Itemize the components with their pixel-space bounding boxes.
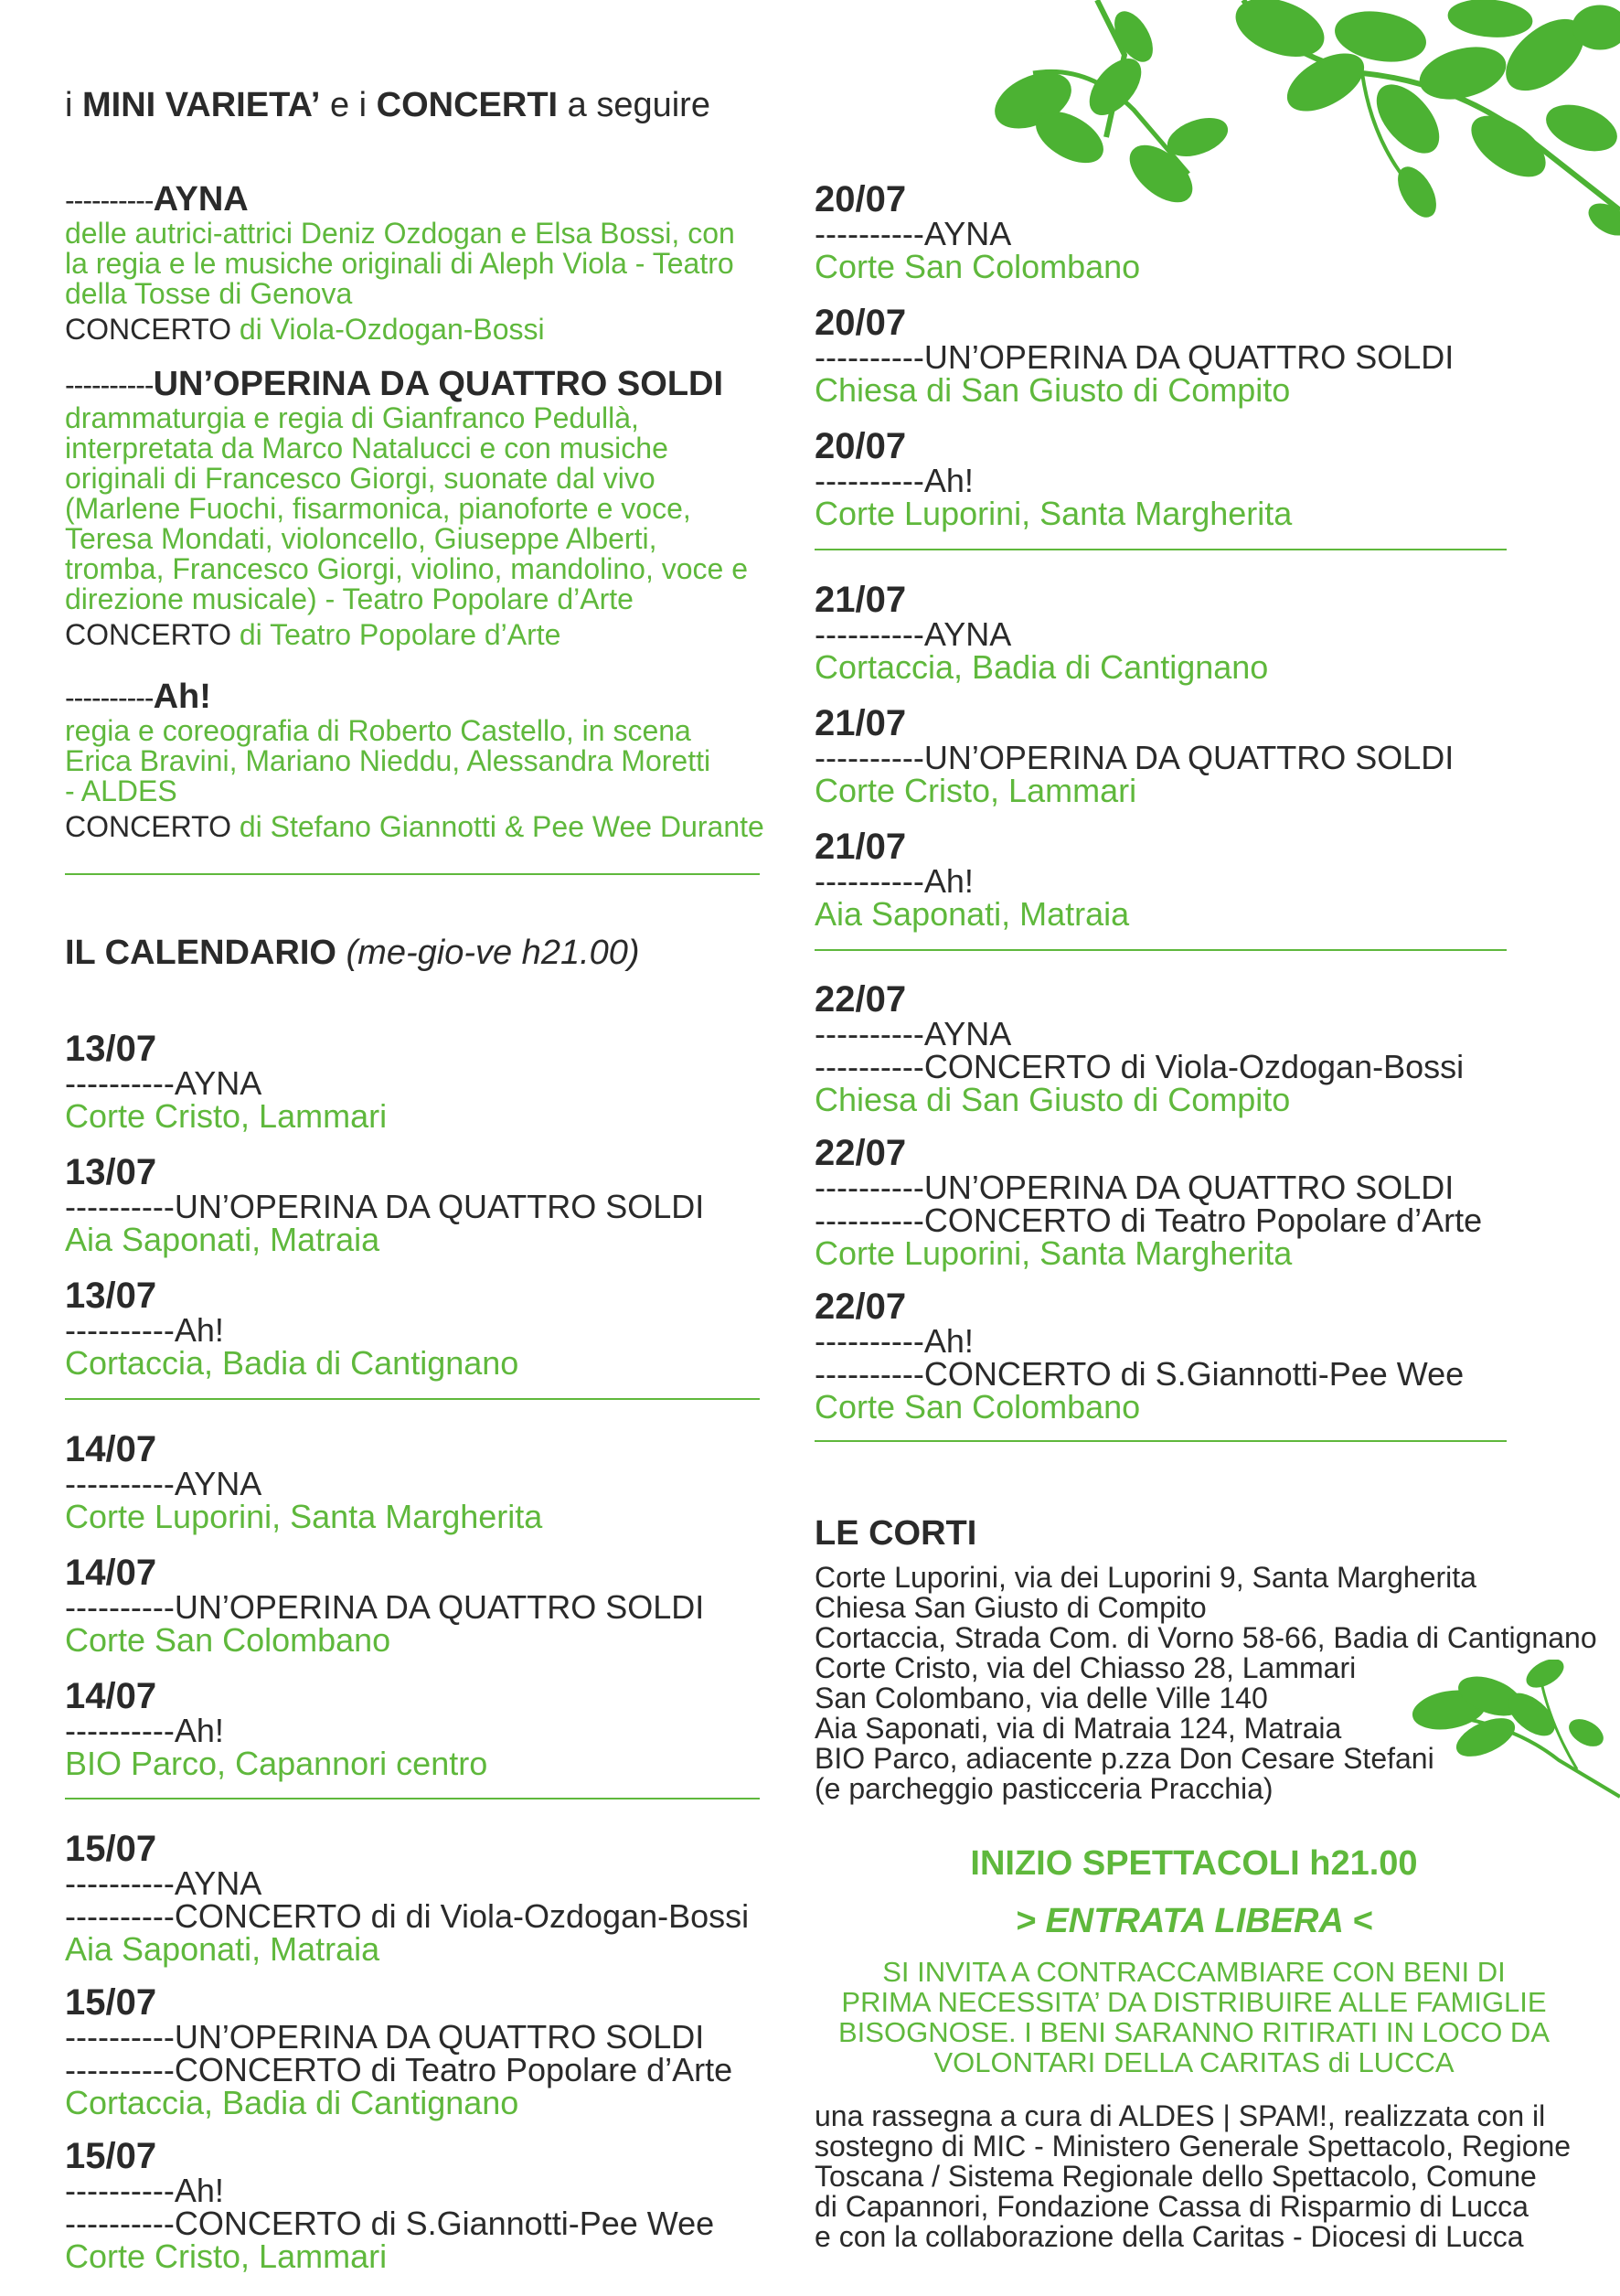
- entry-place: Aia Saponati, Matraia: [65, 1930, 380, 1968]
- corti-line: BIO Parco, adiacente p.zza Don Cesare Stefani: [815, 1742, 1434, 1775]
- entry-show: ----------AYNA: [65, 1864, 262, 1902]
- show-title: ----------AYNA: [65, 180, 249, 219]
- credits-line: Toscana / Sistema Regionale dello Spettacolo, Comune: [815, 2160, 1537, 2193]
- entry-concert: ----------CONCERTO di S.Giannotti-Pee Wee: [65, 2205, 715, 2242]
- entry-place: Aia Saponati, Matraia: [65, 1221, 380, 1258]
- entry-show: ----------Ah!: [815, 1322, 974, 1360]
- divider: [815, 1440, 1507, 1442]
- show-ayna: [65, 181, 735, 345]
- show-description-line: interpretata da Marco Natalucci e con musiche: [65, 432, 668, 465]
- entry-concert: ----------CONCERTO di Teatro Popolare d’Arte: [815, 1201, 1483, 1239]
- entry-date: 14/07: [65, 1429, 157, 1469]
- show-description-line: drammaturgia e regia di Gianfranco Pedullà,: [65, 401, 639, 434]
- entry-show: ----------UN’OPERINA DA QUATTRO SOLDI: [65, 2018, 705, 2056]
- credits-line: sostegno di MIC - Ministero Generale Spettacolo, Regione: [815, 2130, 1572, 2163]
- entry-place: Corte San Colombano: [65, 1621, 391, 1659]
- entrata-libera: > ENTRATA LIBERA <: [1015, 1902, 1373, 1940]
- entry-show: ----------AYNA: [815, 215, 1012, 252]
- show-description-line: della Tosse di Genova: [65, 277, 353, 310]
- calendar-entry: [815, 304, 1454, 407]
- invito-line: BISOGNOSE. I BENI SARANNO RITIRATI IN LOCO DA: [838, 2016, 1550, 2048]
- divider: [65, 873, 760, 875]
- corti-line: Chiesa San Giusto di Compito: [815, 1591, 1207, 1624]
- corti-line: San Colombano, via delle Ville 140: [815, 1682, 1268, 1714]
- show-description-line: originali di Francesco Giorgi, suonate dal vivo: [65, 462, 655, 495]
- calendar-heading: IL CALENDARIO (me-gio-ve h21.00): [65, 934, 640, 972]
- entry-date: 20/07: [815, 426, 907, 466]
- calendar-entry: [815, 705, 1454, 807]
- entry-place: BIO Parco, Capannori centro: [65, 1745, 488, 1782]
- entry-place: Chiesa di San Giusto di Compito: [815, 371, 1291, 409]
- calendar-entry: [815, 1135, 1482, 1270]
- calendar-entry: [65, 1431, 542, 1533]
- divider: [65, 1398, 760, 1400]
- show-description-line: (Marlene Fuochi, fisarmonica, pianoforte e voce,: [65, 492, 691, 525]
- corti-line: (e parcheggio pasticceria Pracchia): [815, 1772, 1274, 1805]
- entry-date: 13/07: [65, 1029, 157, 1069]
- corti-title: LE CORTI: [815, 1514, 977, 1553]
- entry-date: 20/07: [815, 303, 907, 343]
- entry-place: Corte Cristo, Lammari: [65, 1097, 388, 1135]
- entry-date: 21/07: [815, 703, 907, 743]
- entry-concert: ----------CONCERTO di Teatro Popolare d’Arte: [65, 2051, 733, 2088]
- calendar-entry: [815, 981, 1464, 1116]
- calendar-entry: [65, 1831, 749, 1966]
- entry-place: Chiesa di San Giusto di Compito: [815, 1081, 1291, 1118]
- calendar-entry: [65, 1277, 518, 1380]
- invito-line: VOLONTARI DELLA CARITAS di LUCCA: [933, 2046, 1455, 2078]
- divider: [815, 549, 1507, 550]
- entry-concert: ----------CONCERTO di di Viola-Ozdogan-Bossi: [65, 1897, 750, 1935]
- inizio-spettacoli: INIZIO SPETTACOLI h21.00: [970, 1844, 1418, 1883]
- entry-show: ----------UN’OPERINA DA QUATTRO SOLDI: [815, 338, 1455, 376]
- entry-date: 13/07: [65, 1152, 157, 1192]
- show-concert: CONCERTO di Teatro Popolare d’Arte: [65, 618, 561, 651]
- calendar-entry: [815, 582, 1268, 684]
- credits-block: [815, 2101, 1571, 2252]
- entry-place: Corte Cristo, Lammari: [815, 772, 1137, 809]
- entry-concert: ----------CONCERTO di S.Giannotti-Pee Wee: [815, 1355, 1465, 1393]
- entry-show: ----------Ah!: [65, 1712, 224, 1749]
- intro-heading: i MINI VARIETA’ e i CONCERTI a seguire: [65, 86, 710, 124]
- calendar-entry: [65, 1984, 732, 2120]
- entry-date: 14/07: [65, 1676, 157, 1716]
- show-description-line: tromba, Francesco Giorgi, violino, mandolino, voce e: [65, 552, 749, 585]
- entry-place: Aia Saponati, Matraia: [815, 895, 1130, 933]
- show-description-line: Teresa Mondati, violoncello, Giuseppe Alberti,: [65, 522, 657, 555]
- entry-place: Corte San Colombano: [815, 248, 1141, 285]
- divider: [815, 949, 1507, 951]
- entry-show: ----------UN’OPERINA DA QUATTRO SOLDI: [65, 1588, 705, 1626]
- calendar-entry: [815, 828, 1129, 931]
- entry-show: ----------Ah!: [65, 2172, 224, 2209]
- invito-block: [815, 1957, 1573, 2077]
- entry-concert: ----------CONCERTO di Viola-Ozdogan-Bossi: [815, 1048, 1465, 1085]
- credits-line: di Capannori, Fondazione Cassa di Risparmio di Lucca: [815, 2190, 1529, 2223]
- entry-place: Cortaccia, Badia di Cantignano: [65, 1344, 519, 1382]
- show-description-line: direzione musicale) - Teatro Popolare d’Arte: [65, 582, 634, 615]
- entry-show: ----------Ah!: [815, 462, 974, 499]
- entry-date: 15/07: [65, 2136, 157, 2176]
- show-concert: CONCERTO di Viola-Ozdogan-Bossi: [65, 313, 545, 346]
- calendar-entry: [65, 1154, 704, 1256]
- corti-section: [815, 1515, 1597, 1804]
- entry-show: ----------AYNA: [815, 1015, 1012, 1052]
- invito-line: PRIMA NECESSITA’ DA DISTRIBUIRE ALLE FAMIGLIE: [841, 1986, 1547, 2018]
- entry-show: ----------AYNA: [65, 1465, 262, 1502]
- entry-date: 21/07: [815, 580, 907, 620]
- entry-date: 15/07: [65, 1982, 157, 2023]
- entry-place: Cortaccia, Badia di Cantignano: [65, 2084, 519, 2121]
- entry-place: Corte San Colombano: [815, 1388, 1141, 1426]
- entry-show: ----------UN’OPERINA DA QUATTRO SOLDI: [815, 1169, 1455, 1206]
- show-description-line: regia e coreografia di Roberto Castello, in scena: [65, 714, 691, 747]
- entry-place: Corte Cristo, Lammari: [65, 2237, 388, 2275]
- entry-date: 13/07: [65, 1276, 157, 1316]
- calendar-entry: [65, 1031, 387, 1133]
- credits-line: una rassegna a cura di ALDES | SPAM!, realizzata con il: [815, 2099, 1546, 2132]
- entry-show: ----------Ah!: [65, 1311, 224, 1349]
- entry-date: 22/07: [815, 979, 907, 1020]
- show-title: ----------UN’OPERINA DA QUATTRO SOLDI: [65, 365, 724, 403]
- corti-line: Corte Cristo, via del Chiasso 28, Lammari: [815, 1651, 1357, 1684]
- corti-line: Cortaccia, Strada Com. di Vorno 58-66, Badia di Cantignano: [815, 1621, 1597, 1654]
- entry-place: Corte Luporini, Santa Margherita: [815, 1234, 1293, 1272]
- entry-show: ----------UN’OPERINA DA QUATTRO SOLDI: [815, 739, 1455, 776]
- entry-show: ----------Ah!: [815, 862, 974, 900]
- entry-date: 15/07: [65, 1829, 157, 1869]
- calendar-entry: [815, 1288, 1464, 1424]
- entry-date: 21/07: [815, 827, 907, 867]
- show-operina: [65, 366, 748, 650]
- show-description-line: la regia e le musiche originali di Aleph Viola - Teatro: [65, 247, 734, 280]
- show-description-line: - ALDES: [65, 774, 177, 807]
- invito-line: SI INVITA A CONTRACCAMBIARE CON BENI DI: [882, 1956, 1506, 1988]
- calendar-entry: [815, 181, 1140, 283]
- entry-date: 20/07: [815, 179, 907, 219]
- entry-show: ----------UN’OPERINA DA QUATTRO SOLDI: [65, 1188, 705, 1225]
- show-ah: [65, 678, 764, 842]
- entry-place: Corte Luporini, Santa Margherita: [815, 495, 1293, 532]
- calendar-entry: [65, 1678, 487, 1780]
- corti-line: Corte Luporini, via dei Luporini 9, Santa Margherita: [815, 1561, 1476, 1594]
- corti-line: Aia Saponati, via di Matraia 124, Matraia: [815, 1712, 1342, 1745]
- calendar-entry: [65, 2138, 714, 2273]
- calendar-entry: [815, 428, 1292, 530]
- show-title: ----------Ah!: [65, 678, 211, 716]
- entry-date: 14/07: [65, 1553, 157, 1593]
- entry-date: 22/07: [815, 1287, 907, 1327]
- show-concert: CONCERTO di Stefano Giannotti & Pee Wee Durante: [65, 810, 764, 843]
- show-description-line: Erica Bravini, Mariano Nieddu, Alessandra Moretti: [65, 744, 711, 777]
- entry-place: Cortaccia, Badia di Cantignano: [815, 648, 1269, 686]
- calendar-entry: [65, 1554, 704, 1657]
- entry-show: ----------AYNA: [815, 615, 1012, 653]
- entry-show: ----------AYNA: [65, 1064, 262, 1102]
- entry-date: 22/07: [815, 1133, 907, 1173]
- entry-place: Corte Luporini, Santa Margherita: [65, 1498, 543, 1535]
- show-description-line: delle autrici-attrici Deniz Ozdogan e Elsa Bossi, con: [65, 217, 735, 250]
- credits-line: e con la collaborazione della Caritas - Diocesi di Lucca: [815, 2220, 1524, 2253]
- divider: [65, 1798, 760, 1799]
